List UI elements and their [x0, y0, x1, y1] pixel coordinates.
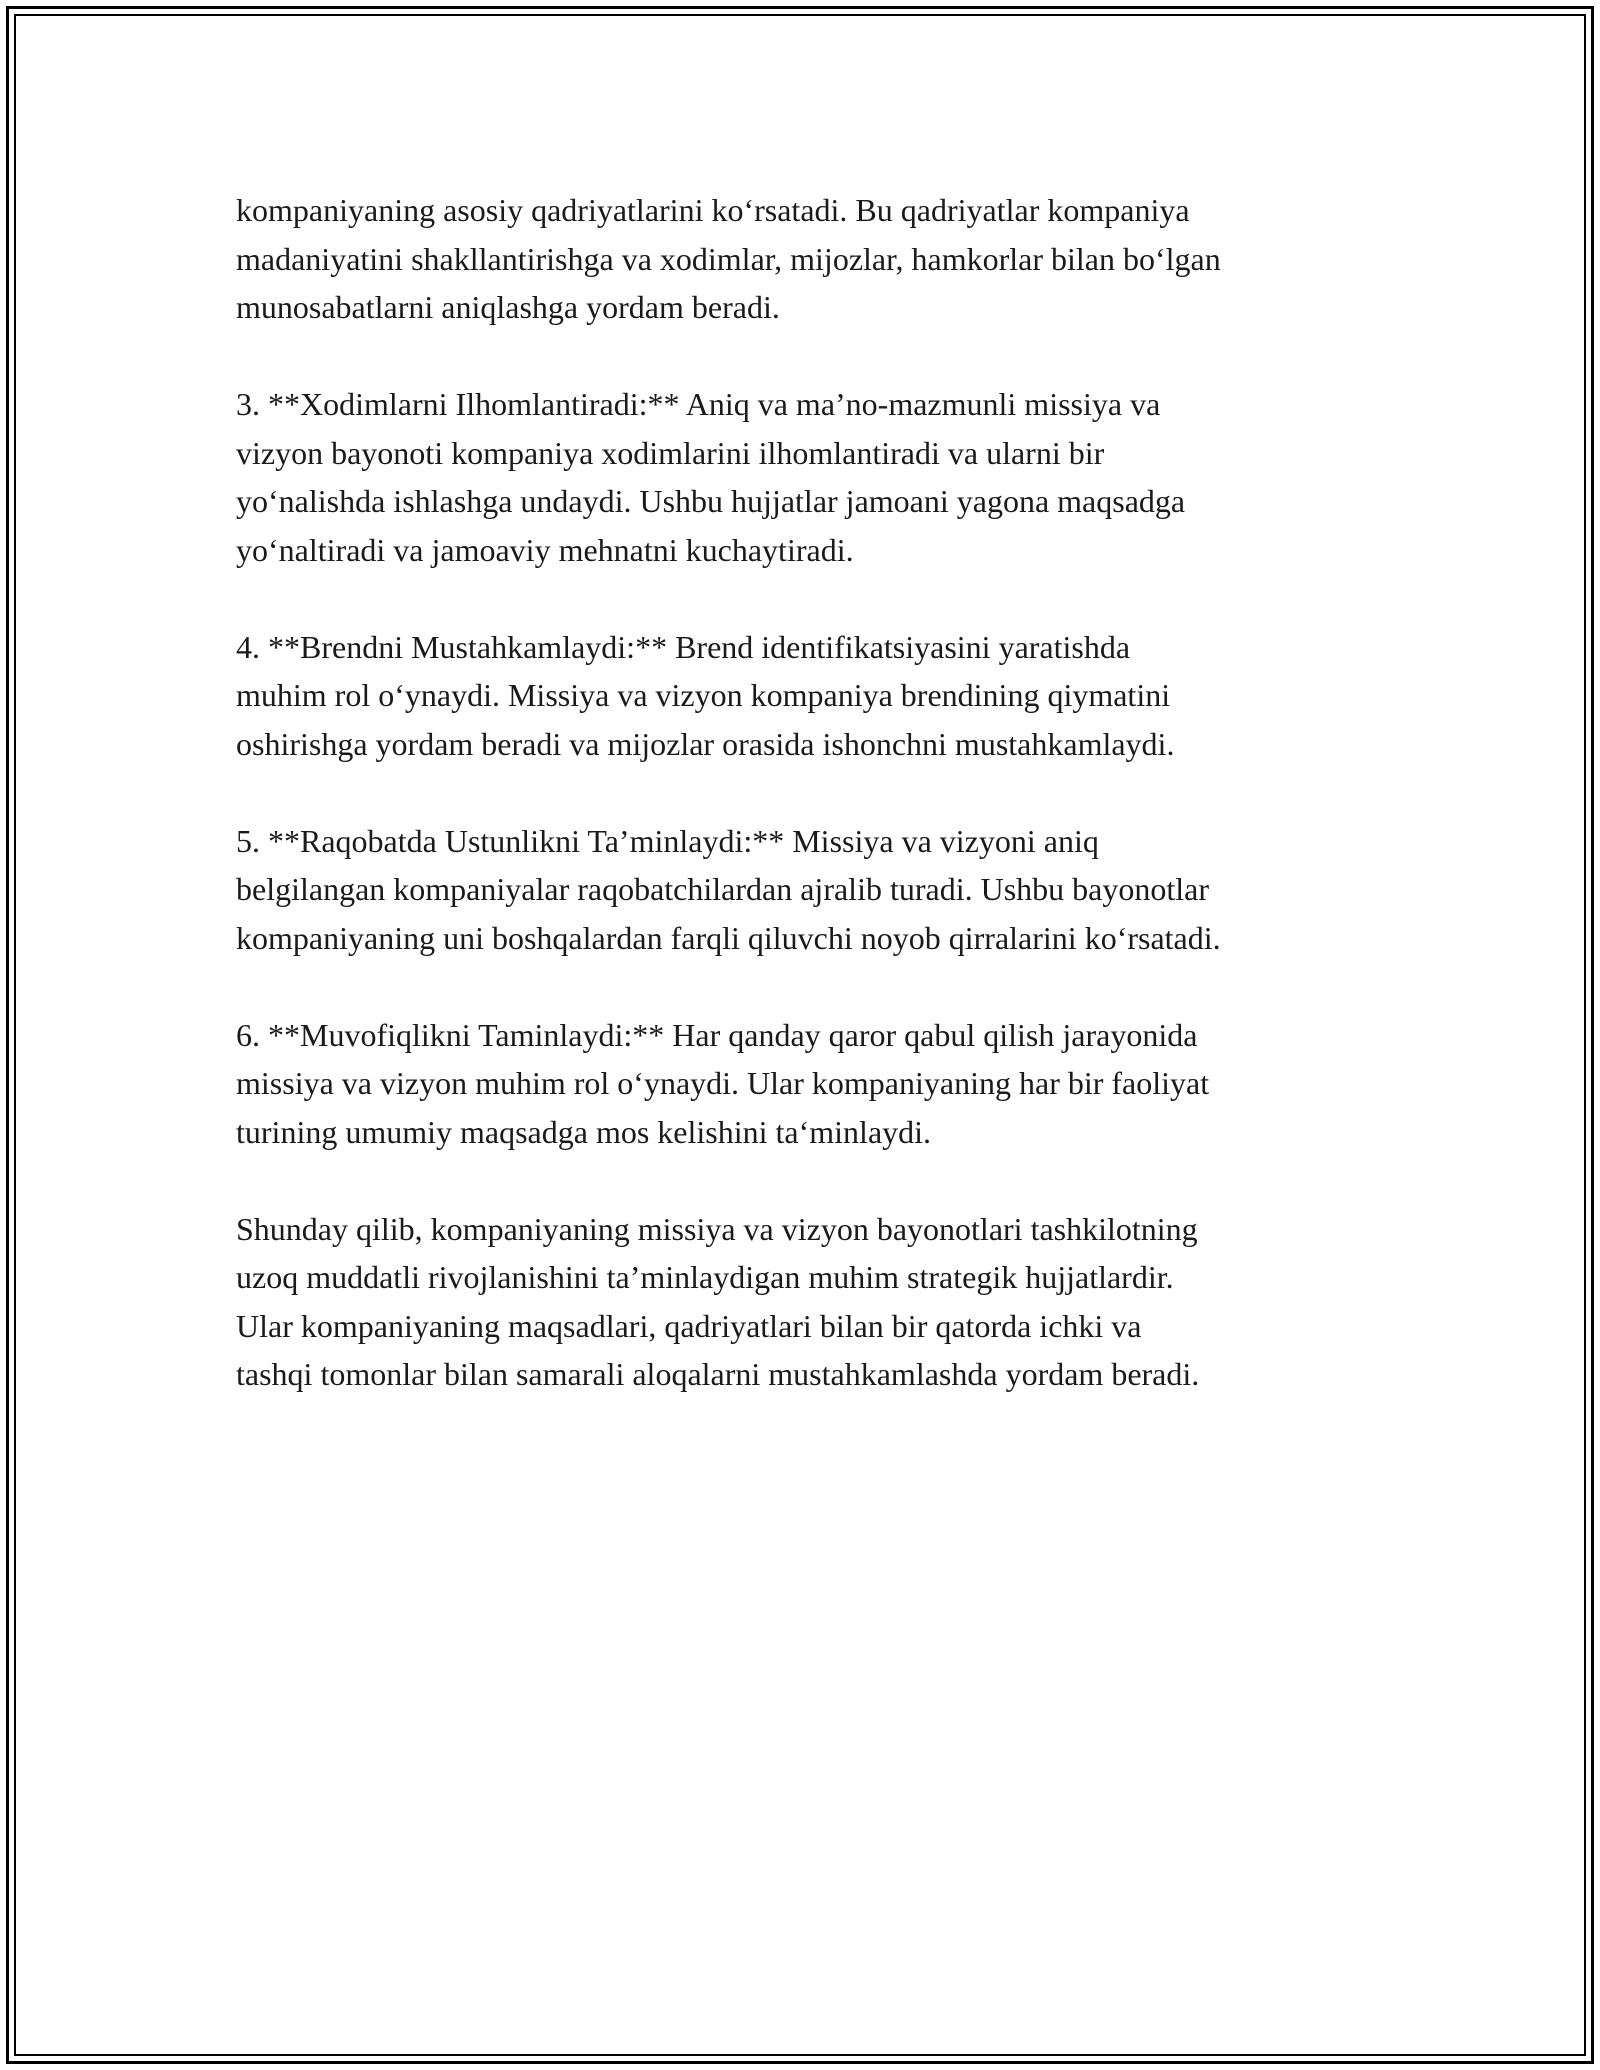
paragraph-conclusion: Shunday qilib, kompaniyaning missiya va vizyon bayonotlari tashkilotning uzoq muddatli rivojlanishini ta’minlaydigan muhim strategik hujjatlardir. Ular kompaniyaning maqsadlari, qadriyatlari bilan bir qatorda ichki va tashqi tomonlar bilan samarali aloqalarni mustahkamlashda yordam beradi. [236, 1210, 1200, 1392]
paragraph-item-5-competitive-advantage: 5. **Raqobatda Ustunlikni Ta’minlaydi:** Missiya va vizyoni aniq belgilangan kompaniyalar raqobatchilardan ajralib turadi. Ushbu bayonotlar kompaniyaning uni boshqalardan farqli qiluvchi noyob qirralarini ko‘rsatadi. [236, 822, 1221, 956]
document-body [236, 186, 1386, 1447]
paragraph-values-continuation: kompaniyaning asosiy qadriyatlarini ko‘rsatadi. Bu qadriyatlar kompaniya madaniyatini shakllantirishga va xodimlar, mijozlar, hamkorlar bilan bo‘lgan munosabatlarni aniqlashga yordam beradi. [236, 192, 1221, 325]
paragraph-item-4-strengthens-brand: 4. **Brendni Mustahkamlaydi:** Brend identifikatsiyasini yaratishda muhim rol o‘ynaydi. Missiya va vizyon kompaniya brendining qiymatini oshirishga yordam beradi va mijozlar orasida ishonchni mustahkamlaydi. [236, 628, 1175, 762]
paragraph-item-3-inspires-employees: 3. **Xodimlarni Ilhomlantiradi:** Aniq va ma’no-mazmunli missiya va vizyon bayonoti kompaniya xodimlarini ilhomlantiradi va ularni bir yo‘nalishda ishlashga undaydi. Ushbu hujjatlar jamoani yagona maqsadga yo‘naltiradi va jamoaviy mehnatni kuchaytiradi. [236, 386, 1186, 568]
paragraph-item-6-ensures-alignment: 6. **Muvofiqlikni Taminlaydi:** Har qanday qaror qabul qilish jarayonida missiya va vizyon muhim rol o‘ynaydi. Ular kompaniyaning har bir faoliyat turining umumiy maqsadga mos kelishini ta‘minlaydi. [236, 1016, 1210, 1150]
